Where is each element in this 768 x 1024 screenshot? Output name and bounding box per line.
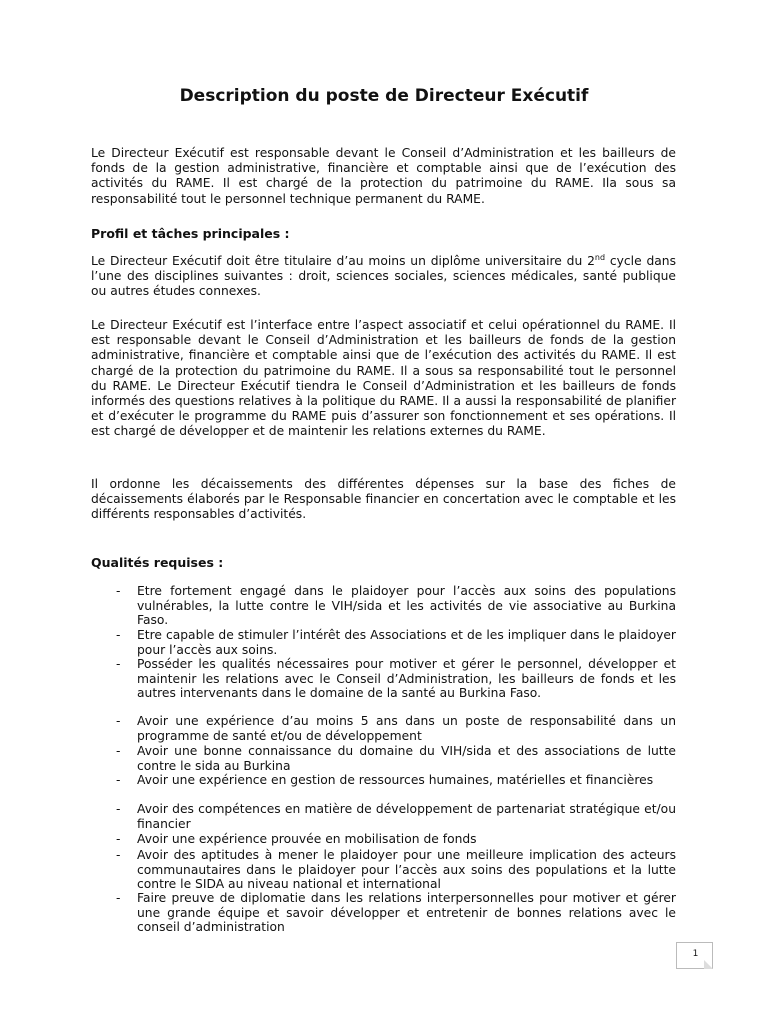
list-bullet: - — [116, 628, 121, 642]
list-bullet: - — [116, 802, 121, 816]
list-item: Posséder les qualités nécessaires pour motiver et gérer le personnel, développer et maintenir les relations avec le Conseil d’Administration, les bailleurs de fonds et les autres intervenants dans le domaine de la santé au Burkina Faso. — [137, 657, 676, 701]
profil-paragraph-1 — [91, 254, 676, 300]
profil-p1-superscript: nd — [594, 252, 606, 262]
list-item: Etre capable de stimuler l’intérêt des Associations et de les impliquer dans le plaidoyer pour l’accès aux soins. — [137, 628, 676, 657]
list-item: Avoir une expérience en gestion de ressources humaines, matérielles et financières — [137, 773, 654, 787]
list-item: Avoir une expérience prouvée en mobilisation de fonds — [137, 832, 477, 846]
list-bullet: - — [116, 744, 121, 758]
profil-paragraph-2: Le Directeur Exécutif est l’interface entre l’aspect associatif et celui opérationnel du RAME. Il est responsable devant le Conseil d’Administration et les bailleurs de fonds de la gestion administrative, financière et comptable ainsi que de l’exécution des activités du RAME. Il est chargé de la protection du patrimoine du RAME. Il a sous sa responsabilité tout le personnel du RAME. Le Directeur Exécutif tiendra le Conseil d’Administration et les bailleurs de fonds informés des questions relatives à la politique du RAME. Il a aussi la responsabilité de planifier et d’exécuter le programme du RAME puis d’assurer son fonctionnement et ses opérations. Il est chargé de développer et de maintenir les relations externes du RAME. — [91, 318, 676, 439]
list-item: Etre fortement engagé dans le plaidoyer pour l’accès aux soins des populations vulnérables, la lutte contre le VIH/sida et les activités de vie associative au Burkina Faso. — [137, 584, 676, 628]
list-bullet: - — [116, 584, 121, 598]
list-item: Avoir des compétences en matière de développement de partenariat stratégique et/ou financier — [137, 802, 676, 831]
profil-paragraph-3: Il ordonne les décaissements des différentes dépenses sur la base des fiches de décaissements élaborés par le Responsable financier en concertation avec le comptable et les différents responsables d’activités. — [91, 477, 676, 522]
list-bullet: - — [116, 714, 121, 728]
list-bullet: - — [116, 773, 121, 787]
profil-p1-text-end: cycle dans l’une des disciplines suivantes : droit, sciences sociales, sciences médicales, santé publique ou autres études connexes. — [91, 254, 677, 299]
list-item: Faire preuve de diplomatie dans les relations interpersonnelles pour motiver et gérer une grande équipe et savoir développer et entretenir de bonnes relations avec le conseil d’administration — [137, 891, 676, 935]
page-fold-icon — [704, 960, 713, 969]
list-item: Avoir une bonne connaissance du domaine du VIH/sida et des associations de lutte contre le sida au Burkina — [137, 744, 676, 773]
list-bullet: - — [116, 832, 121, 846]
list-bullet: - — [116, 657, 121, 671]
intro-paragraph: Le Directeur Exécutif est responsable devant le Conseil d’Administration et les bailleurs de fonds de la gestion administrative, financière et comptable ainsi que de l’exécution des activités du RAME. Il est chargé de la protection du patrimoine du RAME. Ila sous sa responsabilité tout le personnel technique permanent du RAME. — [91, 146, 676, 206]
list-item: Avoir des aptitudes à mener le plaidoyer pour une meilleure implication des acteurs communautaires dans le plaidoyer pour l’accès aux soins des populations et la lutte contre le SIDA au niveau national et international — [137, 848, 676, 892]
profil-p1-text: Le Directeur Exécutif doit être titulaire d’au moins un diplôme universitaire du 2 — [91, 254, 595, 268]
page-number: 1 — [692, 949, 699, 959]
profil-heading: Profil et tâches principales : — [91, 226, 290, 241]
list-bullet: - — [116, 848, 121, 862]
qualites-heading: Qualités requises : — [91, 555, 224, 570]
page-title: Description du poste de Directeur Exécutif — [179, 86, 589, 106]
list-item: Avoir une expérience d’au moins 5 ans dans un poste de responsabilité dans un programme de santé et/ou de développement — [137, 714, 676, 743]
page-number-box — [676, 942, 713, 969]
list-bullet: - — [116, 891, 121, 905]
